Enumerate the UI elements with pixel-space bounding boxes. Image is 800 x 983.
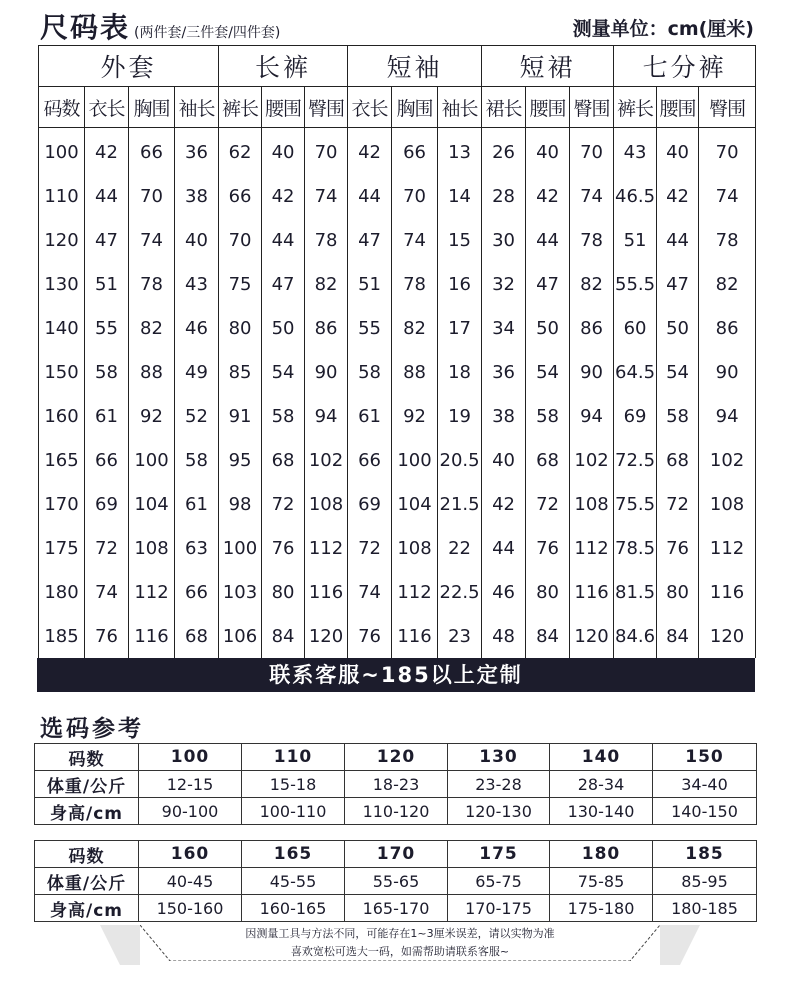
table-cell: 42 [526, 174, 570, 218]
table-cell: 51 [348, 262, 392, 306]
table-cell: 108 [305, 482, 348, 526]
table-cell: 54 [657, 350, 699, 394]
reference-row-label: 码数 [35, 841, 139, 868]
reference-cell: 175-180 [550, 895, 653, 922]
reference-row-label: 体重/公斤 [35, 771, 139, 798]
reference-row-label: 码数 [35, 744, 139, 771]
table-cell: 91 [219, 394, 262, 438]
table-cell: 85 [219, 350, 262, 394]
reference-cell: 175 [448, 841, 550, 868]
table-cell: 108 [699, 482, 756, 526]
table-cell: 150 [39, 350, 85, 394]
table-cell: 68 [526, 438, 570, 482]
table-cell: 52 [175, 394, 219, 438]
table-cell: 38 [175, 174, 219, 218]
table-cell: 48 [482, 614, 526, 658]
table-cell: 78.5 [614, 526, 657, 570]
reference-cell: 12-15 [139, 771, 242, 798]
table-cell: 44 [262, 218, 305, 262]
table-cell: 84 [657, 614, 699, 658]
reference-cell: 130 [448, 744, 550, 771]
table-cell: 102 [699, 438, 756, 482]
table-cell: 40 [482, 438, 526, 482]
column-header-row [39, 87, 756, 128]
reference-cell: 15-18 [242, 771, 345, 798]
table-cell: 78 [392, 262, 438, 306]
table-cell: 78 [305, 218, 348, 262]
column-header: 袖长 [438, 87, 482, 128]
reference-cell: 140 [550, 744, 653, 771]
table-cell: 120 [305, 614, 348, 658]
table-cell: 66 [348, 438, 392, 482]
table-cell: 36 [175, 130, 219, 174]
reference-row-label: 体重/公斤 [35, 868, 139, 895]
table-cell: 42 [85, 130, 129, 174]
table-cell: 170 [39, 482, 85, 526]
reference-cell: 40-45 [139, 868, 242, 895]
table-cell: 82 [392, 306, 438, 350]
table-row [39, 174, 756, 218]
table-cell: 108 [570, 482, 614, 526]
column-header: 裙长 [482, 87, 526, 128]
table-cell: 21.5 [438, 482, 482, 526]
column-header: 臀围 [305, 87, 348, 128]
table-cell: 72 [657, 482, 699, 526]
table-cell: 63 [175, 526, 219, 570]
table-cell: 78 [570, 218, 614, 262]
table-cell: 90 [570, 350, 614, 394]
table-cell: 82 [699, 262, 756, 306]
table-cell: 44 [657, 218, 699, 262]
table-cell: 104 [129, 482, 175, 526]
reference-row-label: 身高/cm [35, 895, 139, 922]
table-cell: 54 [262, 350, 305, 394]
left-decoration [40, 925, 140, 965]
table-cell: 66 [175, 570, 219, 614]
table-cell: 61 [85, 394, 129, 438]
table-cell: 58 [348, 350, 392, 394]
table-cell: 46 [175, 306, 219, 350]
right-decoration [660, 925, 760, 965]
table-cell: 102 [305, 438, 348, 482]
column-header: 腰围 [262, 87, 305, 128]
group-header: 外套 [39, 46, 219, 87]
table-cell: 32 [482, 262, 526, 306]
table-cell: 88 [392, 350, 438, 394]
reference-cell: 65-75 [448, 868, 550, 895]
table-cell: 34 [482, 306, 526, 350]
table-cell: 116 [392, 614, 438, 658]
reference-table-2 [34, 840, 757, 922]
table-cell: 116 [570, 570, 614, 614]
table-cell: 72 [526, 482, 570, 526]
table-cell: 94 [570, 394, 614, 438]
table-cell: 100 [392, 438, 438, 482]
table-cell: 70 [570, 130, 614, 174]
table-cell: 76 [348, 614, 392, 658]
reference-cell: 85-95 [653, 868, 757, 895]
reference-cell: 150 [653, 744, 757, 771]
table-cell: 130 [39, 262, 85, 306]
group-header: 七分裤 [614, 46, 756, 87]
table-row [39, 614, 756, 658]
reference-cell: 160-165 [242, 895, 345, 922]
table-cell: 55 [85, 306, 129, 350]
table-cell: 78 [129, 262, 175, 306]
table-cell: 84 [262, 614, 305, 658]
table-cell: 66 [85, 438, 129, 482]
reference-cell: 160 [139, 841, 242, 868]
group-header: 短袖 [348, 46, 482, 87]
column-header: 衣长 [85, 87, 129, 128]
table-cell: 51 [614, 218, 657, 262]
table-cell: 76 [526, 526, 570, 570]
reference-cell: 28-34 [550, 771, 653, 798]
custom-size-banner: 联系客服~185以上定制 [37, 658, 755, 692]
table-cell: 120 [39, 218, 85, 262]
table-cell: 78 [699, 218, 756, 262]
reference-cell: 140-150 [653, 798, 757, 825]
table-cell: 84.6 [614, 614, 657, 658]
reference-cell: 75-85 [550, 868, 653, 895]
table-cell: 95 [219, 438, 262, 482]
table-cell: 81.5 [614, 570, 657, 614]
table-cell: 110 [39, 174, 85, 218]
table-cell: 47 [526, 262, 570, 306]
note-line-1: 因测量工具与方法不同，可能存在1~3厘米误差，请以实物为准 [245, 927, 555, 940]
table-cell: 40 [657, 130, 699, 174]
table-cell: 60 [614, 306, 657, 350]
reference-cell: 185 [653, 841, 757, 868]
reference-row-size [35, 841, 757, 868]
table-cell: 58 [175, 438, 219, 482]
table-cell: 72 [348, 526, 392, 570]
reference-cell: 100 [139, 744, 242, 771]
table-cell: 47 [348, 218, 392, 262]
table-cell: 70 [219, 218, 262, 262]
column-header: 臀围 [570, 87, 614, 128]
table-cell: 15 [438, 218, 482, 262]
table-cell: 36 [482, 350, 526, 394]
reference-row-height [35, 895, 757, 922]
table-cell: 44 [526, 218, 570, 262]
table-cell: 112 [392, 570, 438, 614]
table-cell: 55.5 [614, 262, 657, 306]
table-cell: 86 [305, 306, 348, 350]
table-cell: 80 [526, 570, 570, 614]
column-header: 胸围 [392, 87, 438, 128]
disclaimer-note [140, 925, 660, 961]
table-cell: 106 [219, 614, 262, 658]
table-cell: 44 [348, 174, 392, 218]
table-cell: 22.5 [438, 570, 482, 614]
table-cell: 160 [39, 394, 85, 438]
column-header: 裤长 [614, 87, 657, 128]
table-cell: 40 [175, 218, 219, 262]
table-cell: 94 [305, 394, 348, 438]
table-cell: 76 [85, 614, 129, 658]
table-cell: 112 [129, 570, 175, 614]
table-cell: 74 [129, 218, 175, 262]
reference-row-weight [35, 868, 757, 895]
table-cell: 82 [129, 306, 175, 350]
reference-cell: 34-40 [653, 771, 757, 798]
table-cell: 165 [39, 438, 85, 482]
table-cell: 108 [129, 526, 175, 570]
table-cell: 55 [348, 306, 392, 350]
note-line-2: 喜欢宽松可选大一码，如需帮助请联系客服~ [290, 945, 510, 958]
table-row [39, 570, 756, 614]
table-cell: 185 [39, 614, 85, 658]
table-cell: 61 [175, 482, 219, 526]
table-cell: 40 [526, 130, 570, 174]
column-header: 裤长 [219, 87, 262, 128]
reference-cell: 18-23 [345, 771, 448, 798]
table-cell: 50 [526, 306, 570, 350]
table-row [39, 262, 756, 306]
reference-cell: 180 [550, 841, 653, 868]
table-cell: 76 [262, 526, 305, 570]
table-cell: 69 [614, 394, 657, 438]
column-header: 腰围 [526, 87, 570, 128]
table-cell: 69 [85, 482, 129, 526]
reference-cell: 120 [345, 744, 448, 771]
table-cell: 68 [262, 438, 305, 482]
reference-cell: 170-175 [448, 895, 550, 922]
table-cell: 72 [262, 482, 305, 526]
table-cell: 69 [348, 482, 392, 526]
table-cell: 43 [614, 130, 657, 174]
table-cell: 40 [262, 130, 305, 174]
table-cell: 13 [438, 130, 482, 174]
table-cell: 116 [129, 614, 175, 658]
table-cell: 18 [438, 350, 482, 394]
table-cell: 50 [657, 306, 699, 350]
reference-cell: 170 [345, 841, 448, 868]
table-cell: 58 [85, 350, 129, 394]
table-row [39, 350, 756, 394]
reference-title: 选码参考 [40, 716, 144, 742]
table-cell: 80 [262, 570, 305, 614]
table-cell: 68 [175, 614, 219, 658]
table-cell: 22 [438, 526, 482, 570]
table-cell: 42 [657, 174, 699, 218]
table-cell: 74 [348, 570, 392, 614]
group-header-row [39, 46, 756, 87]
table-cell: 75.5 [614, 482, 657, 526]
table-cell: 70 [305, 130, 348, 174]
table-cell: 17 [438, 306, 482, 350]
reference-cell: 120-130 [448, 798, 550, 825]
table-cell: 102 [570, 438, 614, 482]
column-header: 衣长 [348, 87, 392, 128]
reference-cell: 100-110 [242, 798, 345, 825]
table-cell: 75 [219, 262, 262, 306]
table-cell: 92 [129, 394, 175, 438]
reference-row-size [35, 744, 757, 771]
table-cell: 49 [175, 350, 219, 394]
table-row [39, 306, 756, 350]
table-cell: 90 [305, 350, 348, 394]
column-header: 臀围 [699, 87, 756, 128]
table-cell: 112 [570, 526, 614, 570]
table-cell: 42 [482, 482, 526, 526]
table-cell: 68 [657, 438, 699, 482]
reference-cell: 90-100 [139, 798, 242, 825]
column-header: 胸围 [129, 87, 175, 128]
reference-cell: 110 [242, 744, 345, 771]
table-cell: 16 [438, 262, 482, 306]
table-cell: 58 [657, 394, 699, 438]
table-cell: 92 [392, 394, 438, 438]
column-header: 腰围 [657, 87, 699, 128]
table-cell: 42 [262, 174, 305, 218]
table-cell: 30 [482, 218, 526, 262]
table-cell: 82 [570, 262, 614, 306]
table-cell: 47 [85, 218, 129, 262]
table-cell: 86 [699, 306, 756, 350]
table-cell: 62 [219, 130, 262, 174]
reference-cell: 165 [242, 841, 345, 868]
table-cell: 104 [392, 482, 438, 526]
table-cell: 108 [392, 526, 438, 570]
table-cell: 43 [175, 262, 219, 306]
table-cell: 103 [219, 570, 262, 614]
table-cell: 74 [392, 218, 438, 262]
table-cell: 66 [392, 130, 438, 174]
table-cell: 74 [85, 570, 129, 614]
table-cell: 44 [85, 174, 129, 218]
table-cell: 116 [699, 570, 756, 614]
table-cell: 70 [129, 174, 175, 218]
table-row [39, 130, 756, 174]
table-cell: 38 [482, 394, 526, 438]
table-cell: 20.5 [438, 438, 482, 482]
reference-cell: 23-28 [448, 771, 550, 798]
table-cell: 112 [305, 526, 348, 570]
table-cell: 140 [39, 306, 85, 350]
table-cell: 19 [438, 394, 482, 438]
table-row [39, 482, 756, 526]
table-cell: 61 [348, 394, 392, 438]
table-cell: 88 [129, 350, 175, 394]
reference-cell: 110-120 [345, 798, 448, 825]
table-cell: 44 [482, 526, 526, 570]
reference-row-height [35, 798, 757, 825]
group-header: 短裙 [482, 46, 614, 87]
size-chart-table [38, 45, 756, 658]
table-cell: 70 [699, 130, 756, 174]
table-row [39, 526, 756, 570]
table-cell: 116 [305, 570, 348, 614]
page-title-block [40, 6, 280, 42]
table-cell: 120 [699, 614, 756, 658]
table-cell: 74 [570, 174, 614, 218]
table-cell: 94 [699, 394, 756, 438]
table-cell: 58 [526, 394, 570, 438]
table-cell: 50 [262, 306, 305, 350]
table-row [39, 394, 756, 438]
table-cell: 58 [262, 394, 305, 438]
reference-cell: 130-140 [550, 798, 653, 825]
table-cell: 175 [39, 526, 85, 570]
table-cell: 80 [219, 306, 262, 350]
table-cell: 74 [699, 174, 756, 218]
table-cell: 98 [219, 482, 262, 526]
table-cell: 82 [305, 262, 348, 306]
table-cell: 86 [570, 306, 614, 350]
table-row [39, 438, 756, 482]
table-cell: 46 [482, 570, 526, 614]
group-header: 长裤 [219, 46, 348, 87]
reference-cell: 180-185 [653, 895, 757, 922]
reference-table-1 [34, 743, 757, 825]
table-cell: 23 [438, 614, 482, 658]
table-cell: 112 [699, 526, 756, 570]
table-cell: 47 [657, 262, 699, 306]
table-cell: 14 [438, 174, 482, 218]
table-cell: 80 [657, 570, 699, 614]
reference-row-label: 身高/cm [35, 798, 139, 825]
table-cell: 28 [482, 174, 526, 218]
page-subtitle: (两件套/三件套/四件套) [134, 25, 281, 41]
table-cell: 72.5 [614, 438, 657, 482]
measurement-unit: 测量单位：cm(厘米) [572, 18, 754, 40]
table-cell: 66 [219, 174, 262, 218]
table-cell: 54 [526, 350, 570, 394]
reference-cell: 150-160 [139, 895, 242, 922]
column-header: 码数 [39, 87, 85, 128]
column-header: 袖长 [175, 87, 219, 128]
table-cell: 120 [570, 614, 614, 658]
table-cell: 51 [85, 262, 129, 306]
reference-cell: 45-55 [242, 868, 345, 895]
table-row [39, 218, 756, 262]
table-cell: 42 [348, 130, 392, 174]
table-cell: 66 [129, 130, 175, 174]
reference-cell: 55-65 [345, 868, 448, 895]
table-cell: 100 [219, 526, 262, 570]
page-title: 尺码表 [40, 11, 131, 44]
table-cell: 26 [482, 130, 526, 174]
table-cell: 72 [85, 526, 129, 570]
table-cell: 46.5 [614, 174, 657, 218]
table-cell: 100 [129, 438, 175, 482]
table-cell: 100 [39, 130, 85, 174]
reference-cell: 165-170 [345, 895, 448, 922]
table-cell: 74 [305, 174, 348, 218]
table-cell: 64.5 [614, 350, 657, 394]
table-cell: 84 [526, 614, 570, 658]
table-cell: 47 [262, 262, 305, 306]
table-cell: 180 [39, 570, 85, 614]
table-cell: 90 [699, 350, 756, 394]
table-cell: 76 [657, 526, 699, 570]
table-cell: 70 [392, 174, 438, 218]
reference-row-weight [35, 771, 757, 798]
